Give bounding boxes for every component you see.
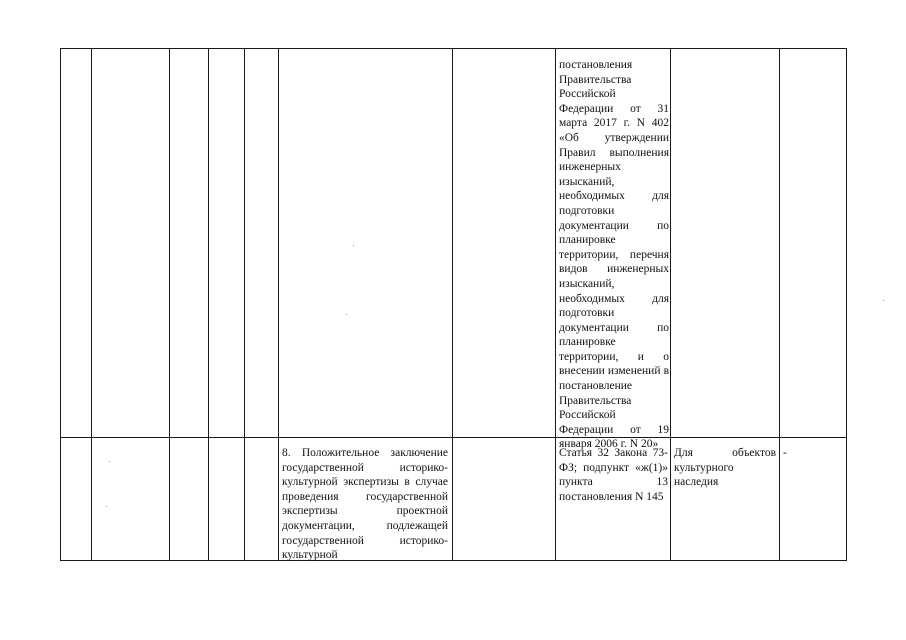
column-border xyxy=(846,48,847,561)
column-border xyxy=(452,48,453,561)
row2-basis-text: Статья 32 Закона 73-ФЗ; подпункт «ж(1)» пункта 13 постановления N 145 xyxy=(559,447,668,503)
row2-document-cell xyxy=(282,446,448,563)
scan-speck xyxy=(353,245,354,246)
column-border xyxy=(670,48,671,561)
row2-condition-text: Для объектов культурного наследия xyxy=(674,447,776,489)
table-top-border xyxy=(60,48,847,49)
column-border xyxy=(278,48,279,561)
row1-basis-cell xyxy=(559,58,669,452)
row2-condition-cell xyxy=(674,446,776,490)
column-border xyxy=(208,48,209,561)
column-border xyxy=(169,48,170,561)
row2-note-text: - xyxy=(783,447,787,459)
scan-speck xyxy=(109,461,110,462)
scan-speck xyxy=(346,314,347,315)
table-bottom-border xyxy=(60,560,847,561)
row2-basis-cell xyxy=(559,446,668,504)
row2-document-text: 8. Положительное заключение государственной историко-культурной экспертизы в случае проведения государственной экспертизы проектной документации, подлежащей государственной историко-культурной xyxy=(282,447,448,562)
row-divider xyxy=(60,437,847,438)
row1-basis-text: постановления Правительства Российской Федерации от 31 марта 2017 г. N 402 «Об утверждении Правил выполнения инженерных изысканий, необходимых для подготовки документации по планировке территории, перечня видов инженерных изысканий, необходимых для подготовки документации по планировке территории, и о внесении изменений в постановление Правительства Российской Федерации от 19 января 2006 г. N 20» xyxy=(559,59,669,451)
row2-note-cell xyxy=(783,446,843,461)
column-border xyxy=(779,48,780,561)
scan-speck xyxy=(883,300,884,301)
column-border xyxy=(91,48,92,561)
scan-speck xyxy=(106,506,107,507)
column-border xyxy=(60,48,61,561)
column-border xyxy=(244,48,245,561)
column-border xyxy=(555,48,556,561)
